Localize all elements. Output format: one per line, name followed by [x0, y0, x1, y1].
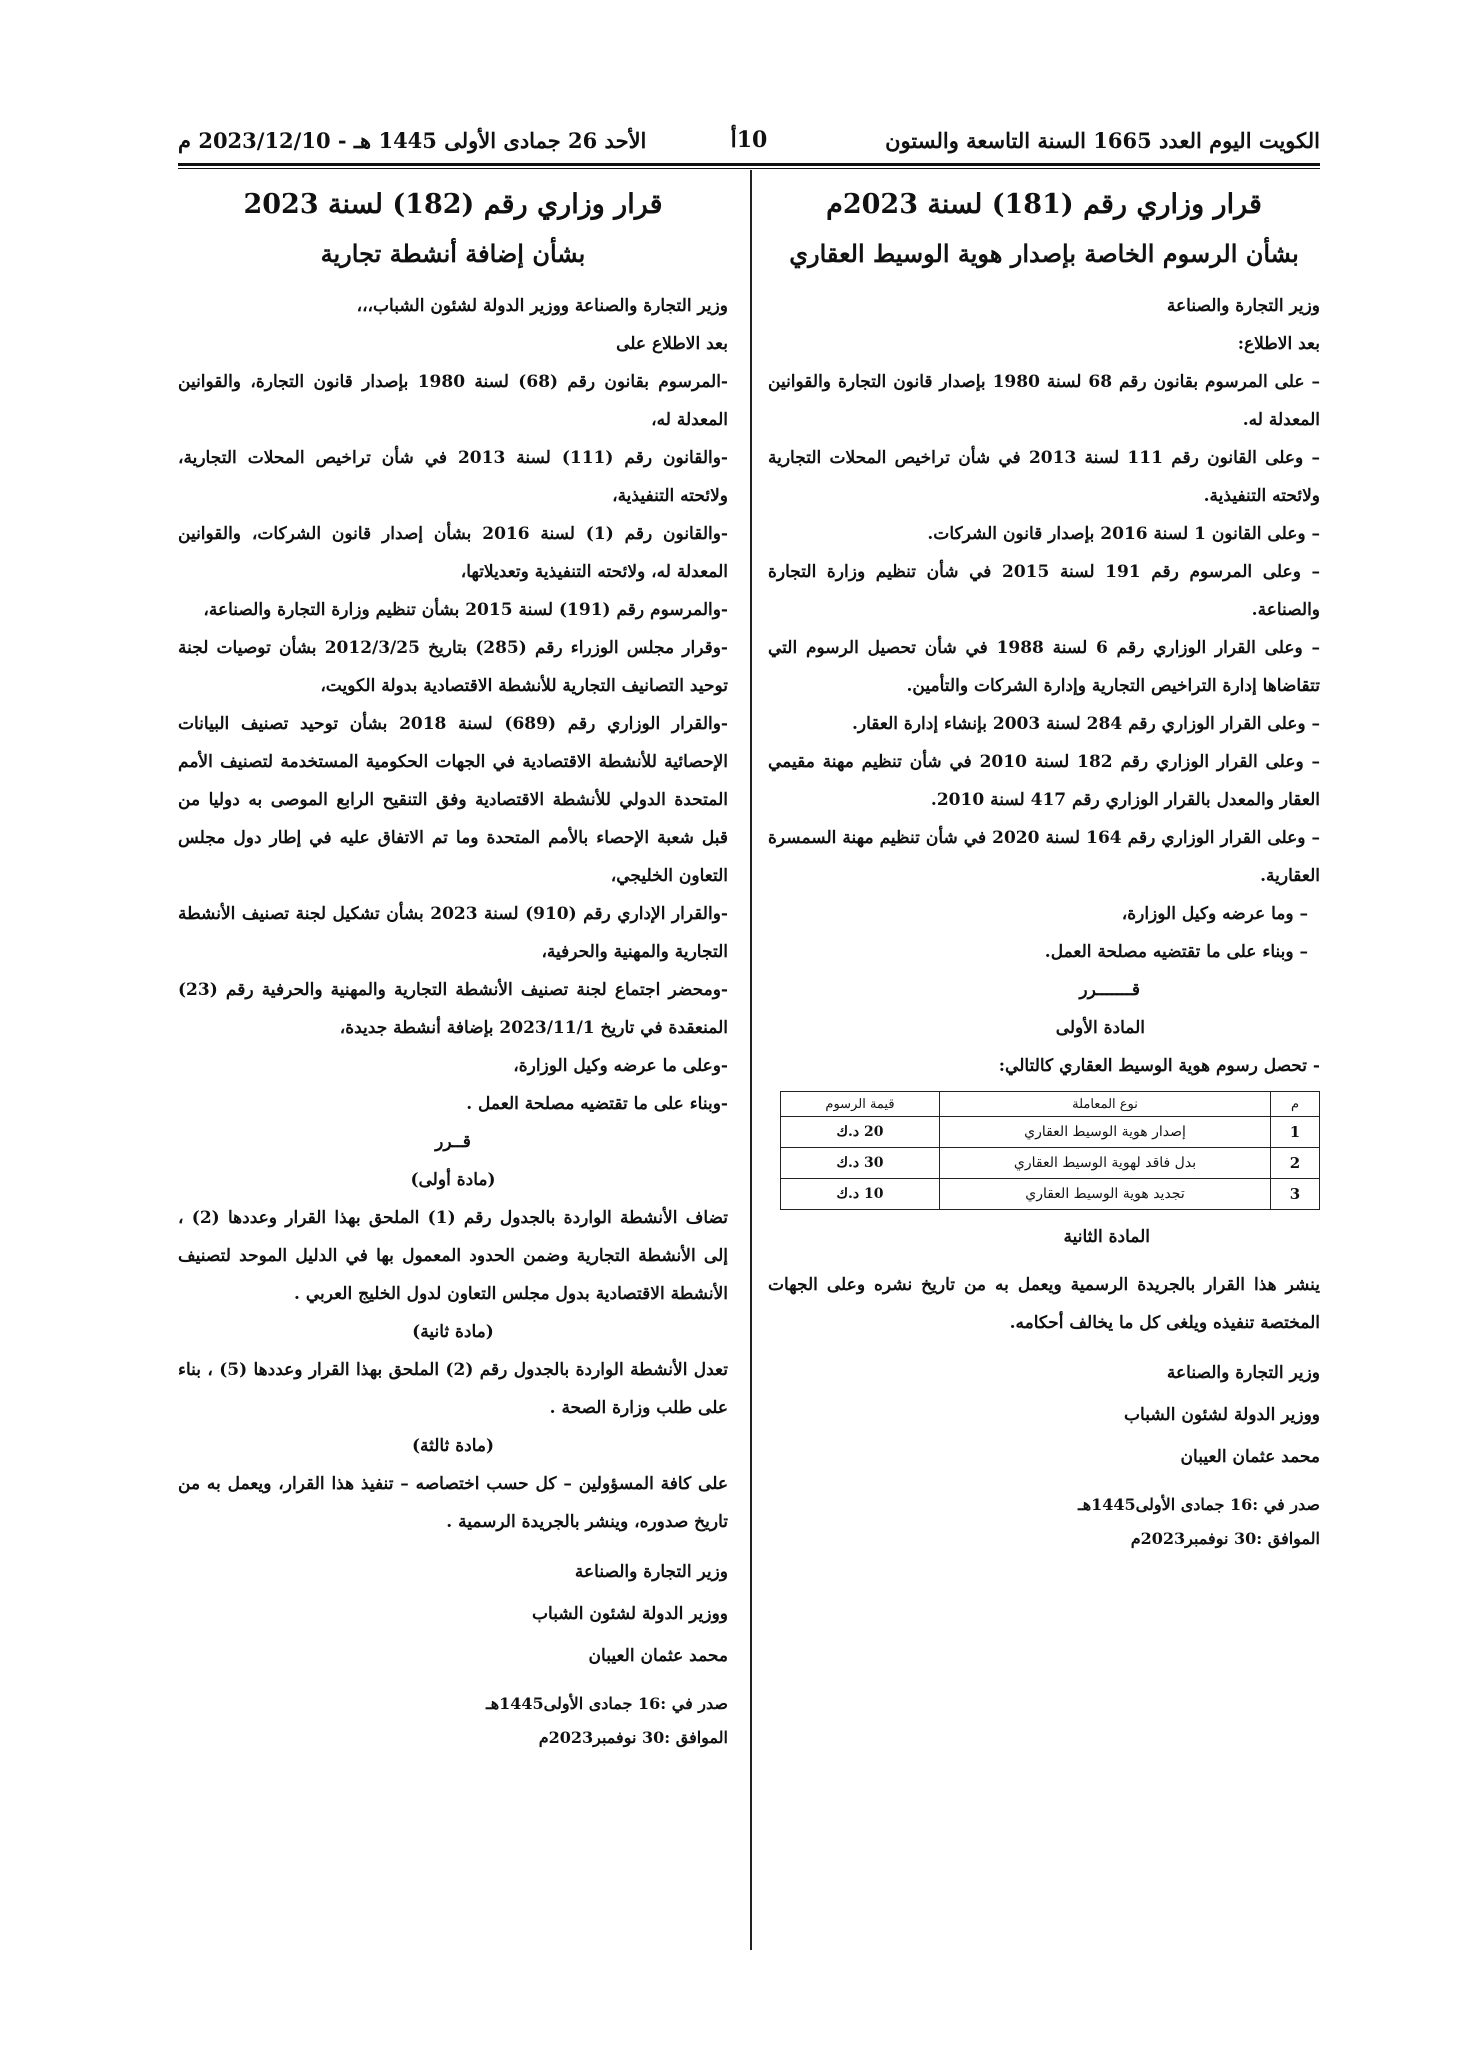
corresponding-date: الموافق :30 نوفمبر2023م [538, 1728, 728, 1747]
decree-182-subtitle: بشأن إضافة أنشطة تجارية [320, 239, 586, 268]
preamble-item: -وقرار مجلس الوزراء رقم (285) بتاريخ 2012/3/25 بشأن توصيات لجنة توحيد التصانيف التجارية للأنشطة الاقتصادية بدولة الكويت، [178, 638, 728, 696]
issue-date: الأحد 26 جمادى الأولى 1445 هـ - 2023/12/10 م [178, 127, 647, 153]
column-header: قيمة الرسوم [781, 1092, 940, 1117]
preamble-item: -والقانون رقم (111) لسنة 2013 في شأن تراخيص المحلات التجارية، ولائحته التنفيذية، [178, 448, 728, 506]
row-number: 1 [1271, 1117, 1320, 1148]
table-row [781, 1117, 1320, 1148]
decree-182-title: قرار وزاري رقم (182) لسنة 2023 [243, 189, 663, 220]
article-1-text: - تحصل رسوم هوية الوسيط العقاري كالتالي: [998, 1056, 1320, 1076]
preamble-item: – على المرسوم بقانون رقم 68 لسنة 1980 بإصدار قانون التجارة والقوانين المعدلة له. [768, 372, 1320, 430]
preamble-item: – وعلى القانون 1 لسنة 2016 بإصدار قانون الشركات. [927, 524, 1320, 544]
preamble-item: -والمرسوم رقم (191) لسنة 2015 بشأن تنظيم وزارة التجارة والصناعة، [203, 600, 728, 620]
fee-value: 30 د.ك [781, 1148, 940, 1179]
article-3-text: على كافة المسؤولين – كل حسب اختصاصه – تنفيذ هذا القرار، ويعمل به من تاريخ صدوره، وينشر بالجريدة الرسمية . [178, 1474, 728, 1532]
preamble-item: -وعلى ما عرضه وكيل الوزارة، [513, 1056, 728, 1076]
article-2-title: (مادة ثانية) [412, 1322, 494, 1342]
article-1-text: تضاف الأنشطة الواردة بالجدول رقم (1) الملحق بهذا القرار وعددها (2) ، إلى الأنشطة التجارية وضمن الحدود المعمول بها في الدليل الموحد لتصنيف الأنشطة الاقتصادية بدول مجلس التعاون لدول الخليج العربي . [178, 1208, 728, 1304]
signatory-title: وزير التجارة والصناعة [1166, 1363, 1320, 1383]
fees-table [780, 1091, 1320, 1210]
preamble-item: -والقرار الإداري رقم (910) لسنة 2023 بشأن تشكيل لجنة تصنيف الأنشطة التجارية والمهنية والحرفية، [178, 904, 728, 962]
column-divider [750, 170, 752, 1950]
preamble-item: – وعلى القرار الوزاري رقم 284 لسنة 2003 بإنشاء إدارة العقار. [852, 714, 1320, 734]
preamble-item: – وعلى القرار الوزاري رقم 164 لسنة 2020 في شأن تنظيم مهنة السمسرة العقارية. [768, 828, 1320, 886]
article-2-text: ينشر هذا القرار بالجريدة الرسمية ويعمل به من تاريخ نشره وعلى الجهات المختصة تنفيذه ويلغى كل ما يخالف أحكامه. [768, 1275, 1320, 1333]
column-header: م [1271, 1092, 1320, 1117]
fee-value: 20 د.ك [781, 1117, 940, 1148]
preamble-item: -وبناء على ما تقتضيه مصلحة العمل . [466, 1094, 728, 1114]
issued-date: صدر في :16 جمادى الأولى1445هـ [486, 1694, 728, 1713]
article-3-title: (مادة ثالثة) [411, 1436, 495, 1456]
gazette-issue: الكويت اليوم العدد 1665 السنة التاسعة والستون [885, 127, 1320, 153]
issued-date: صدر في :16 جمادى الأولى1445هـ [1078, 1495, 1320, 1514]
decree-182-issuer: وزير التجارة والصناعة ووزير الدولة لشئون الشباب،،، [356, 296, 728, 316]
signatory-name: محمد عثمان العيبان [1180, 1447, 1320, 1467]
table-row [781, 1148, 1320, 1179]
preamble-item: – وبناء على ما تقتضيه مصلحة العمل. [1044, 942, 1308, 962]
signatory-title: وزير التجارة والصناعة [574, 1562, 728, 1582]
decree-181-issuer: وزير التجارة والصناعة [1166, 296, 1320, 316]
article-2-title: المادة الثانية [1063, 1227, 1150, 1247]
decree-181-subtitle: بشأن الرسوم الخاصة بإصدار هوية الوسيط العقاري [789, 239, 1299, 268]
decision-heading: قـــــــرر [1079, 980, 1140, 1000]
signatory-title: ووزير الدولة لشئون الشباب [532, 1604, 728, 1624]
row-number: 3 [1271, 1179, 1320, 1210]
column-header: نوع المعاملة [940, 1092, 1271, 1117]
page-number: 10أ [730, 127, 768, 153]
preamble-item: -والقانون رقم (1) لسنة 2016 بشأن إصدار قانون الشركات، والقوانين المعدلة له، ولائحته التنفيذية وتعديلاتها، [178, 524, 728, 582]
article-1-title: (مادة أولى) [410, 1170, 496, 1190]
signatory-title: ووزير الدولة لشئون الشباب [1124, 1405, 1320, 1425]
decree-182 [178, 185, 728, 1755]
fee-value: 10 د.ك [781, 1179, 940, 1210]
article-2-text: تعدل الأنشطة الواردة بالجدول رقم (2) الملحق بهذا القرار وعددها (5) ، بناء على طلب وزارة الصحة . [178, 1360, 728, 1418]
decree-182-preamble-intro: بعد الاطلاع على [616, 334, 728, 354]
table-row [781, 1179, 1320, 1210]
preamble-item: – وما عرضه وكيل الوزارة، [1121, 904, 1308, 924]
row-number: 2 [1271, 1148, 1320, 1179]
preamble-item: – وعلى القرار الوزاري رقم 182 لسنة 2010 في شأن تنظيم مهنة مقيمي العقار والمعدل بالقرار الوزاري رقم 417 لسنة 2010. [768, 752, 1320, 810]
preamble-item: -ومحضر اجتماع لجنة تصنيف الأنشطة التجارية والمهنية والحرفية رقم (23) المنعقدة في تاريخ 2023/11/1 بإضافة أنشطة جديدة، [178, 980, 728, 1038]
decree-181-title: قرار وزاري رقم (181) لسنة 2023م [826, 189, 1262, 220]
decree-181-preamble-intro: بعد الاطلاع: [1237, 334, 1320, 354]
transaction-type: بدل فاقد لهوية الوسيط العقاري [940, 1148, 1271, 1179]
corresponding-date: الموافق :30 نوفمبر2023م [1130, 1529, 1320, 1548]
header-rule [178, 163, 1320, 166]
preamble-item: – وعلى القرار الوزاري رقم 6 لسنة 1988 في شأن تحصيل الرسوم التي تتقاضاها إدارة التراخيص التجارية وإدارة الشركات والتأمين. [768, 638, 1320, 696]
preamble-item: -المرسوم بقانون رقم (68) لسنة 1980 بإصدار قانون التجارة، والقوانين المعدلة له، [178, 372, 728, 430]
preamble-item: – وعلى القانون رقم 111 لسنة 2013 في شأن تراخيص المحلات التجارية ولائحته التنفيذية. [768, 448, 1320, 506]
decision-heading: قــرر [435, 1132, 471, 1152]
header-rule-thin [178, 168, 1320, 169]
preamble-item: -والقرار الوزاري رقم (689) لسنة 2018 بشأن توحيد تصنيف البيانات الإحصائية للأنشطة الاقتصادية في الجهات الحكومية المستخدمة لتصنيف الأمم المتحدة الدولي للأنشطة الاقتصادية وفق التنقيح الرابع الموصى به دوليا من قبل شعبة الإحصاء بالأمم المتحدة وما تم الاتفاق عليه في إطار دول مجلس التعاون الخليجي، [178, 714, 728, 886]
transaction-type: إصدار هوية الوسيط العقاري [940, 1117, 1271, 1148]
transaction-type: تجديد هوية الوسيط العقاري [940, 1179, 1271, 1210]
article-1-title: المادة الأولى [1055, 1018, 1145, 1038]
decree-181 [768, 185, 1320, 1556]
signatory-name: محمد عثمان العيبان [588, 1646, 728, 1666]
page-header [178, 118, 1320, 162]
preamble-item: – وعلى المرسوم رقم 191 لسنة 2015 في شأن تنظيم وزارة التجارة والصناعة. [768, 562, 1320, 620]
table-header-row [781, 1092, 1320, 1117]
